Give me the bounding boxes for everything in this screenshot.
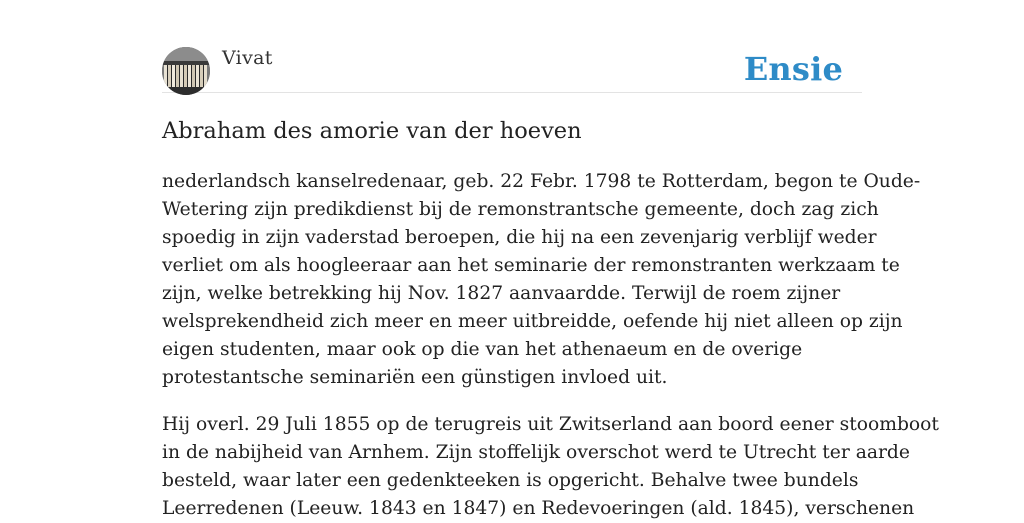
paragraph-line: welsprekendheid zich meer en meer uitbreidde, oefende hij niet alleen op zijn — [162, 311, 903, 332]
ensie-logo[interactable]: Ensie — [743, 50, 843, 88]
paragraph-line: verliet om als hoogleeraar aan het seminarie der remonstranten werkzaam te — [162, 255, 900, 276]
article-header — [162, 46, 862, 93]
paragraph-line: protestantsche seminariën een günstigen invloed uit. — [162, 367, 668, 388]
article-title: Abraham des amorie van der hoeven — [162, 118, 582, 144]
paragraph-line: Hij overl. 29 Juli 1855 op de terugreis uit Zwitserland aan boord eener stoomboot — [162, 414, 939, 435]
paragraph-line: besteld, waar later een gedenkteeken is opgericht. Behalve twee bundels — [162, 470, 859, 491]
article-paragraph-2 — [162, 411, 939, 523]
paragraph-line: Leerredenen (Leeuw. 1843 en 1847) en Redevoeringen (ald. 1845), verschenen — [162, 498, 915, 519]
paragraph-line: zijn, welke betrekking hij Nov. 1827 aanvaardde. Terwijl de roem zijner — [162, 283, 841, 304]
article-page — [162, 0, 939, 519]
paragraph-line: in de nabijheid van Arnhem. Zijn stoffelijk overschot werd te Utrecht ter aarde — [162, 442, 910, 463]
paragraph-line: spoedig in zijn vaderstad beroepen, die hij na een zevenjarig verblijf weder — [162, 227, 877, 248]
paragraph-line: eigen studenten, maar ook op die van het athenaeum en de overige — [162, 339, 803, 360]
books-avatar-icon — [162, 47, 210, 95]
author-name[interactable]: Vivat — [222, 47, 273, 69]
article-paragraph-1 — [162, 168, 920, 392]
paragraph-line: nederlandsch kanselredenaar, geb. 22 Febr. 1798 te Rotterdam, begon te Oude- — [162, 171, 921, 192]
author-avatar[interactable] — [162, 47, 210, 95]
paragraph-line: Wetering zijn predikdienst bij de remonstrantsche gemeente, doch zag zich — [162, 199, 879, 220]
